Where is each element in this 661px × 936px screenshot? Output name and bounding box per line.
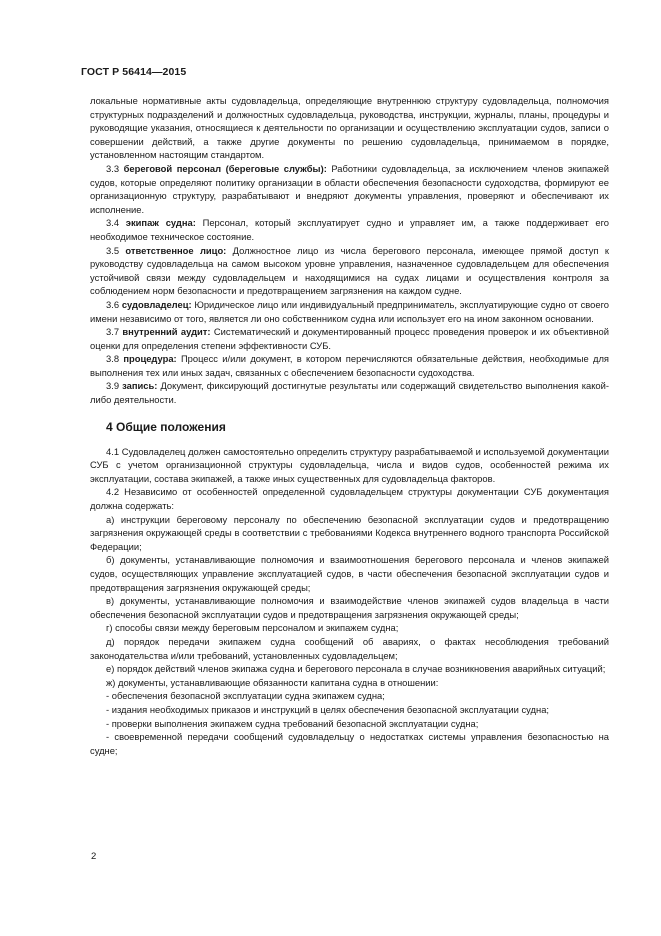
paragraph-4-2: 4.2 Независимо от особенностей определенной судовладельцем структуры документации СУБ документация должна содержать: <box>90 486 609 512</box>
sub-item-1: - обеспечения безопасной эксплуатации судна экипажем судна; <box>106 690 385 702</box>
sub-item-3: - проверки выполнения экипажем судна требований безопасной эксплуатации судна; <box>106 717 479 729</box>
definition-3-7: 3.7 внутренний аудит: Систематический и документированный процесс проведения проверок и их объективной оценки для определения степени эффективности СУБ. <box>90 326 609 351</box>
list-item-b: б) документы, устанавливающие полномочия и взаимоотношения берегового персонала и членов экипажей судов, осуществляющих управление эксплуатацией судов, в части обеспечения безопасной эксплуатации судов и предотвращения загрязнения окружающей среды; <box>90 554 609 593</box>
list-item-a: а) инструкции береговому персоналу по обеспечению безопасной эксплуатации судов и предотвращению загрязнения окружающей среды в соответствии с требованиями Кодекса внутреннего водного транспорта Российской Федерации; <box>90 513 609 552</box>
definition-3-6: 3.6 судовладелец: Юридическое лицо или индивидуальный предприниматель, эксплуатирующие судно от своего имени независимо от того, является ли оно собственником судна или использует его на ином законном основании. <box>90 298 609 324</box>
page-content <box>90 94 609 757</box>
definition-3-4: 3.4 экипаж судна: Персонал, который эксплуатирует судно и управляет им, а также поддерживает его необходимое техническое состояние. <box>90 217 609 242</box>
definition-3-3: 3.3 береговой персонал (береговые службы): Работники судовладельца, за исключением членов экипажей судов, которые определяют политику организации в области обеспечения безопасности судоходства, формируют ее организационную структуру, разрабатывают и внедряют документы управления, проверяют и обеспечивают их исполнение. <box>90 162 609 215</box>
definition-3-8: 3.8 процедура: Процесс и/или документ, в котором перечисляются обязательные действия, необходимые для выполнения тех или иных задач, связанных с обеспечением безопасности судоходства. <box>90 353 609 378</box>
definition-3-5: 3.5 ответственное лицо: Должностное лицо из числа берегового персонала, имеющее прямой доступ к руководству судовладельца на самом высоком уровне управления, назначенное судовладельцем для обеспечения устойчивой связи между судовладельцем и находящимися на судах лицами и осуществления контроля за соблюдением норм безопасности и предотвращением загрязнения на каждом судне. <box>90 244 609 297</box>
paragraph-4-1: 4.1 Судовладелец должен самостоятельно определить структуру разрабатываемой и используемой документации СУБ с учетом организационной структуры судовладельца, числа и видов судов, особенностей режима их эксплуатации, состава экипажей, а также иных существенных для судовладельца факторов. <box>90 445 609 484</box>
document-header: ГОСТ Р 56414—2015 <box>81 66 187 78</box>
sub-item-2: - издания необходимых приказов и инструкций в целях обеспечения безопасной эксплуатации судна; <box>106 703 550 715</box>
intro-paragraph: локальные нормативные акты судовладельца, определяющие внутреннюю структуру судовладельца, полномочия структурных подразделений и должностных судовладельца, руководства, инструкции, журналы, планы, процедуры и руководящие указания, относящиеся к деятельности по организации и осуществлению эксплуатации судов, записи о совершении действий, а также другие документы по решению судовладельца, принимаемом в порядке, установленном настоящим стандартом. <box>90 95 609 161</box>
section-heading: 4 Общие положения <box>106 419 226 434</box>
page-number: 2 <box>91 851 97 862</box>
list-item-d: д) порядок передачи экипажем судна сообщений об авариях, о фактах несоблюдения требований законодательства и/или требований, установленных судовладельцем; <box>90 635 609 661</box>
list-item-zh: ж) документы, устанавливающие обязанности капитана судна в отношении: <box>106 676 439 688</box>
definition-3-9: 3.9 запись: Документ, фиксирующий достигнутые результаты или содержащий свидетельство выполнения какой-либо деятельности. <box>90 380 609 406</box>
list-item-v: в) документы, устанавливающие полномочия и взаимодействие членов экипажей судов владельца в части обеспечения безопасной эксплуатации судов и предотвращения загрязнения окружающей среды; <box>90 595 609 620</box>
sub-item-4: - своевременной передачи сообщений судовладельцу о недостатках системы управления безопасностью на судне; <box>90 731 609 756</box>
list-item-g: г) способы связи между береговым персоналом и экипажем судна; <box>106 622 399 634</box>
list-item-e: е) порядок действий членов экипажа судна и берегового персонала в случае возникновения аварийных ситуаций; <box>106 663 606 675</box>
